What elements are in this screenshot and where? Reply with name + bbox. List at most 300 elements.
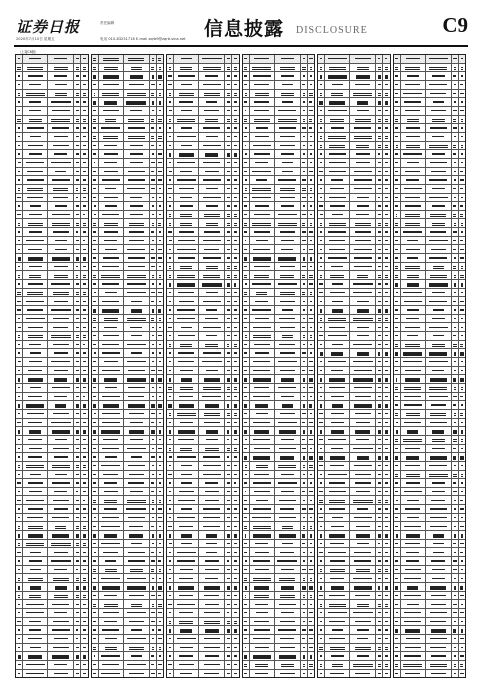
table-cell [275,185,301,193]
illegible-text [245,240,247,241]
illegible-text [18,526,21,527]
table-cell [232,332,238,340]
illegible-text [385,93,388,94]
table-cell [232,263,238,271]
table-cell [325,609,350,617]
illegible-text [83,621,85,622]
table-row [318,81,390,90]
table-cell [401,514,426,522]
illegible-text [159,275,161,276]
illegible-text [328,75,347,76]
table-cell [426,661,452,669]
illegible-text [309,612,312,613]
illegible-text [244,101,247,102]
illegible-text [181,465,192,466]
illegible-text [169,240,172,241]
illegible-text [429,396,448,397]
table-cell [325,124,350,132]
illegible-text [206,101,217,102]
table-cell [318,496,325,504]
table-cell [301,367,308,375]
table-cell [232,176,238,184]
illegible-text [152,309,154,310]
illegible-text [152,448,154,449]
table-cell [318,64,325,72]
table-cell [401,445,426,453]
table-cell [275,670,301,678]
table-row [243,289,315,298]
illegible-text [378,465,381,466]
illegible-text [234,482,236,483]
illegible-text [431,404,446,405]
illegible-text [320,136,322,137]
illegible-text [244,404,246,405]
table-cell [99,436,124,444]
table-cell [150,393,157,401]
illegible-text [151,569,154,570]
illegible-text [83,352,86,353]
table-cell [275,410,301,418]
illegible-text [310,430,313,431]
table-cell [99,540,124,548]
table-cell [48,505,74,513]
table-cell [452,124,459,132]
table-cell [124,548,150,556]
illegible-text [281,569,294,570]
illegible-text [403,93,422,94]
table-row [16,393,88,402]
table-cell [376,618,383,626]
illegible-text [255,301,268,302]
illegible-text [454,361,457,362]
illegible-text [234,413,236,414]
illegible-text [461,318,463,319]
illegible-text [18,378,20,379]
illegible-text [204,93,220,94]
illegible-text [405,465,420,466]
illegible-text [158,629,161,630]
table-cell [199,297,225,305]
table-row [16,583,88,592]
table-row [394,254,466,263]
table-cell [250,254,275,262]
table-cell [48,211,74,219]
table-cell [452,566,459,574]
table-cell [150,488,157,496]
table-cell [199,410,225,418]
table-cell [350,168,376,176]
table-cell [150,168,157,176]
illegible-text [52,127,69,128]
illegible-text [395,439,398,440]
illegible-text [83,75,85,76]
table-cell [199,393,225,401]
illegible-text [29,214,42,215]
illegible-text [405,673,420,674]
table-row [167,142,239,151]
illegible-text [169,127,171,128]
illegible-text [256,127,268,128]
table-cell [301,514,308,522]
table-cell [243,548,250,556]
illegible-text [244,396,247,397]
illegible-text [28,534,43,535]
table-cell [225,574,232,582]
page-number: C9 [442,13,468,37]
table-cell [383,133,389,141]
illegible-text [234,257,237,258]
illegible-text [253,578,271,579]
illegible-text [329,153,346,154]
table-row [92,185,164,194]
table-row [16,548,88,557]
illegible-text [407,430,418,431]
table-row [318,297,390,306]
table-cell [250,228,275,236]
table-row [92,661,164,670]
table-row [16,592,88,601]
table-cell [167,55,174,63]
illegible-text [429,352,447,353]
table-cell [250,393,275,401]
table-row [167,574,239,583]
illegible-text [385,500,388,501]
illegible-text [395,318,397,319]
table-cell [199,609,225,617]
table-cell [243,323,250,331]
illegible-text [26,500,44,501]
illegible-text [127,586,145,587]
illegible-text [26,318,45,319]
illegible-text [76,413,78,414]
illegible-text [310,595,312,596]
table-row [318,505,390,514]
illegible-text [431,560,445,561]
table-cell [232,505,238,513]
table-cell [99,280,124,288]
table-row [167,98,239,107]
table-cell [318,289,325,297]
illegible-text [159,205,162,206]
table-cell [426,410,452,418]
illegible-text [129,534,143,535]
table-cell [232,652,238,660]
table-cell [81,72,87,80]
illegible-text [395,127,398,128]
illegible-text [159,327,161,328]
illegible-text [102,179,120,180]
illegible-text [127,664,146,665]
illegible-text [103,335,119,336]
illegible-text [244,448,246,449]
table-cell [401,254,426,262]
illegible-text [280,136,295,137]
table-cell [318,150,325,158]
illegible-text [407,517,419,518]
illegible-text [18,465,20,466]
table-cell [157,548,163,556]
illegible-text [152,283,154,284]
table-cell [99,401,124,409]
table-cell [325,90,350,98]
table-cell [308,358,314,366]
illegible-text [28,396,42,397]
illegible-text [378,482,381,483]
illegible-text [407,162,419,163]
illegible-text [158,586,161,587]
table-cell [124,323,150,331]
illegible-text [76,327,79,328]
illegible-text [178,500,195,501]
illegible-text [27,67,43,68]
table-cell [167,471,174,479]
table-row [394,496,466,505]
table-row [92,211,164,220]
illegible-text [355,240,371,241]
table-cell [301,90,308,98]
table-cell [92,245,99,253]
illegible-text [83,266,86,267]
table-cell [232,315,238,323]
illegible-text [385,474,388,475]
table-cell [74,540,81,548]
illegible-text [18,474,20,475]
illegible-text [253,526,271,527]
illegible-text [378,197,380,198]
illegible-text [303,664,305,665]
illegible-text [309,110,312,111]
table-cell [232,323,238,331]
illegible-text [328,318,346,319]
illegible-text [130,205,142,206]
illegible-text [320,430,323,431]
illegible-text [129,595,144,596]
illegible-text [309,93,313,94]
table-cell [383,367,389,375]
illegible-text [395,231,398,232]
table-cell [157,124,163,132]
illegible-text [432,482,445,483]
illegible-text [354,404,372,405]
illegible-text [227,673,230,674]
illegible-text [28,378,43,379]
illegible-text [93,647,95,648]
illegible-text [245,179,247,180]
illegible-text [378,508,380,509]
table-row [167,150,239,159]
illegible-text [94,214,96,215]
illegible-text [432,119,445,120]
table-row [167,548,239,557]
table-cell [124,263,150,271]
illegible-text [205,153,218,154]
table-cell [376,592,383,600]
illegible-text [328,552,346,553]
table-row [167,211,239,220]
table-row [92,410,164,419]
table-row [394,419,466,428]
illegible-text [320,93,323,94]
table-cell [16,176,23,184]
table-cell [124,176,150,184]
table-cell [243,393,250,401]
illegible-text [52,430,69,431]
table-row [16,245,88,254]
table-row [16,566,88,575]
table-cell [426,289,452,297]
table-cell [23,522,48,530]
illegible-text [178,430,195,431]
table-cell [81,107,87,115]
table-cell [318,522,325,530]
table-cell [124,626,150,634]
illegible-text [159,655,161,656]
illegible-text [354,560,371,561]
table-row [243,90,315,99]
table-cell [167,202,174,210]
illegible-text [378,257,381,258]
illegible-text [54,153,67,154]
table-cell [23,133,48,141]
illegible-text [18,84,21,85]
illegible-text [320,327,322,328]
illegible-text [55,171,66,172]
table-cell [16,592,23,600]
table-cell [174,280,199,288]
table-cell [23,150,48,158]
illegible-text [128,58,144,59]
illegible-text [83,257,87,258]
table-row [394,514,466,523]
illegible-text [454,370,457,371]
table-cell [157,618,163,626]
illegible-text [130,110,142,111]
illegible-text [152,58,155,59]
illegible-text [245,595,247,596]
illegible-text [227,257,230,258]
illegible-text [303,58,305,59]
table-row [16,237,88,246]
illegible-text [320,58,323,59]
table-cell [225,315,232,323]
illegible-text [245,283,247,284]
illegible-text [256,612,268,613]
illegible-text [303,257,305,258]
table-cell [48,219,74,227]
illegible-text [256,240,268,241]
illegible-text [430,378,447,379]
illegible-text [320,249,322,250]
table-cell [318,445,325,453]
table-row [167,471,239,480]
table-cell [74,341,81,349]
table-cell [81,194,87,202]
illegible-text [460,301,464,302]
illegible-text [453,482,456,483]
illegible-text [461,517,463,518]
table-cell [301,211,308,219]
illegible-text [303,552,306,553]
illegible-text [227,595,230,596]
illegible-text [131,67,143,68]
table-cell [16,453,23,461]
illegible-text [234,404,236,405]
illegible-text [18,604,21,605]
table-cell [325,644,350,652]
table-cell [325,419,350,427]
table-cell [350,116,376,124]
illegible-text [256,465,268,466]
table-row [16,185,88,194]
illegible-text [378,205,382,206]
table-cell [157,540,163,548]
table-row [394,670,466,678]
illegible-text [131,543,142,544]
table-cell [48,496,74,504]
table-cell [16,263,23,271]
table-cell [81,592,87,600]
illegible-text [255,404,268,405]
table-cell [383,488,389,496]
illegible-text [177,552,196,553]
table-cell [16,349,23,357]
table-cell [16,514,23,522]
table-cell [401,237,426,245]
table-cell [48,557,74,565]
table-row [243,315,315,324]
table-cell [99,323,124,331]
table-cell [92,618,99,626]
illegible-text [254,119,270,120]
table-row [318,306,390,315]
table-row [16,297,88,306]
illegible-text [329,197,346,198]
illegible-text [453,543,456,544]
illegible-text [453,93,456,94]
illegible-text [159,474,161,475]
table-cell [167,349,174,357]
illegible-text [227,370,230,371]
illegible-text [461,283,464,284]
illegible-text [396,145,398,146]
illegible-text [310,162,312,163]
table-cell [318,479,325,487]
table-cell [174,427,199,435]
table-cell [225,531,232,539]
illegible-text [227,223,229,224]
table-cell [275,90,301,98]
table-cell [452,384,459,392]
table-cell [99,159,124,167]
illegible-text [430,621,446,622]
table-cell [459,254,465,262]
table-cell [99,384,124,392]
table-cell [232,98,238,106]
illegible-text [234,430,237,431]
table-cell [99,488,124,496]
table-cell [401,289,426,297]
illegible-text [303,673,305,674]
illegible-text [93,127,95,128]
table-cell [48,202,74,210]
table-cell [150,471,157,479]
illegible-text [105,188,116,189]
illegible-text [180,569,193,570]
illegible-text [453,448,456,449]
table-cell [275,445,301,453]
illegible-text [158,179,161,180]
illegible-text [406,482,420,483]
